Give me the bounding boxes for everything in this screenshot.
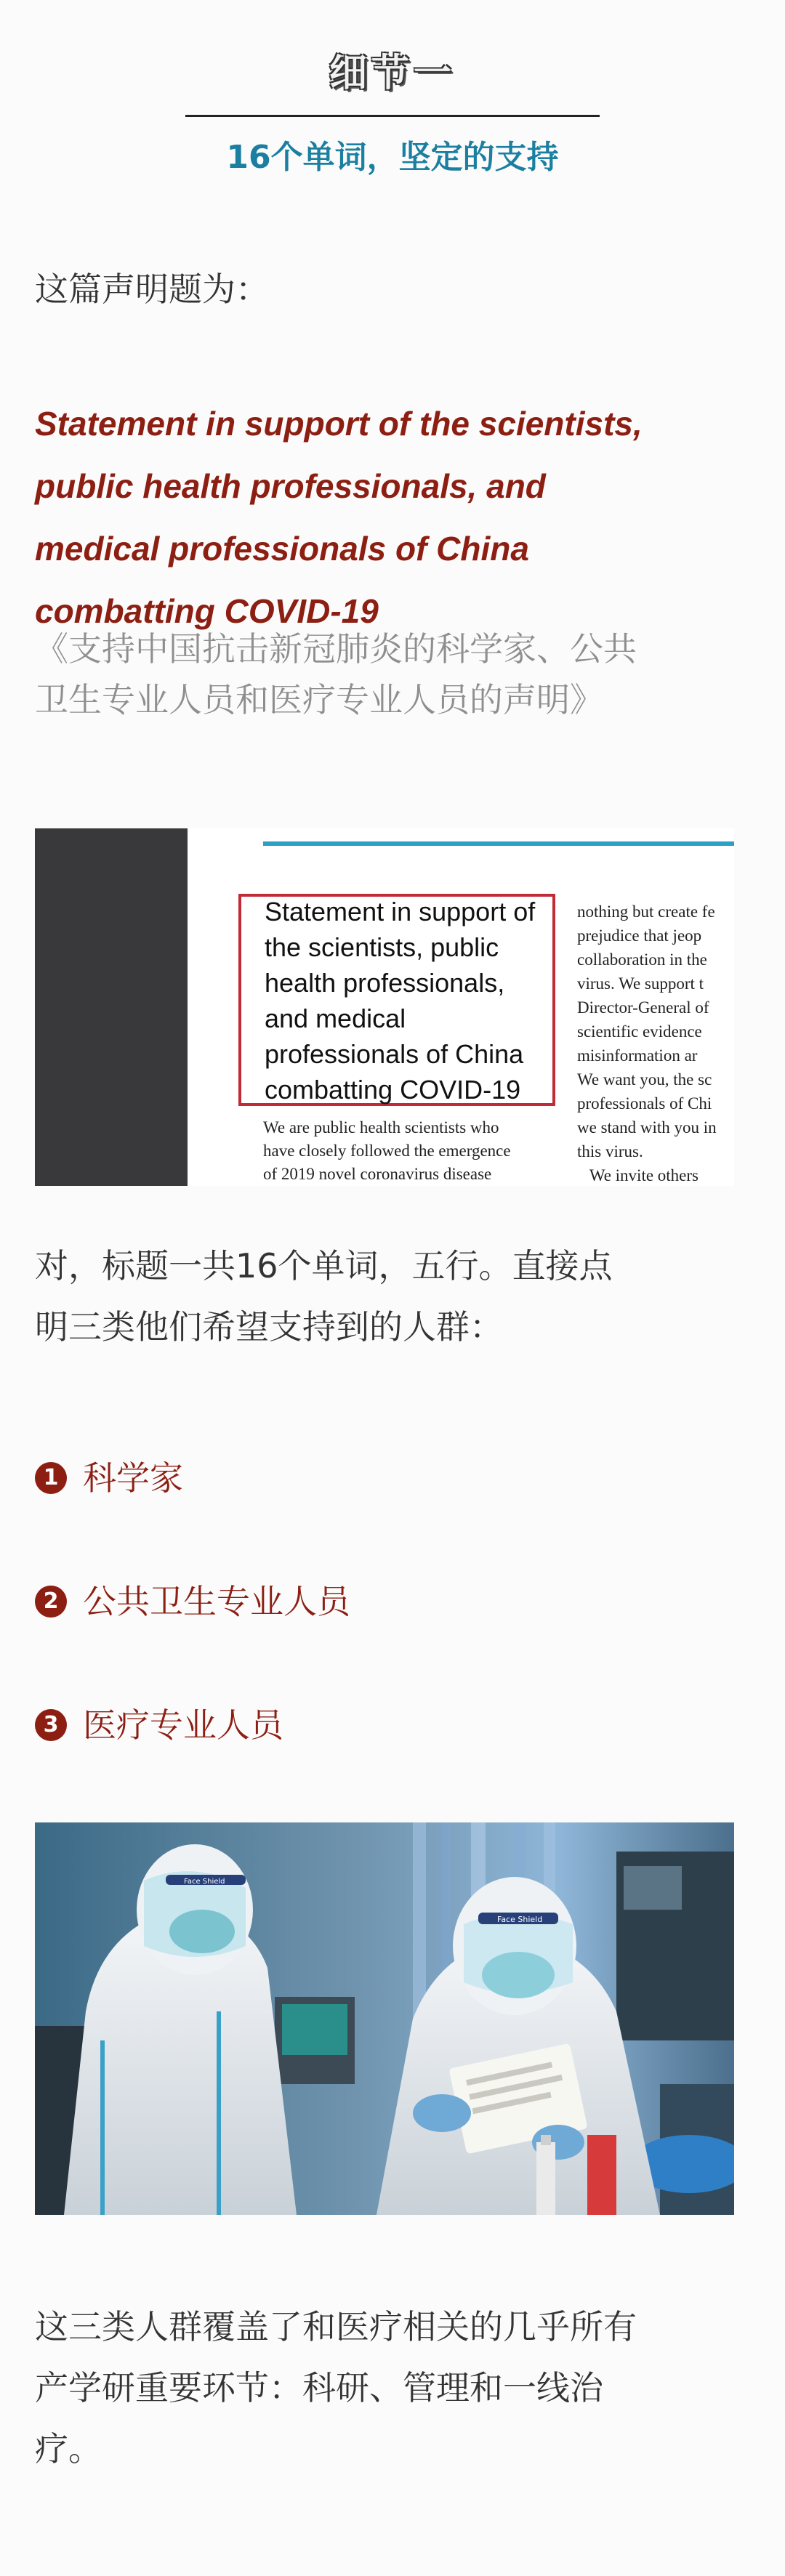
article-column-line: nothing but create fe — [577, 903, 715, 921]
english-title-line: Statement in support of the scientists, — [35, 405, 643, 443]
section-subtitle: 16个单词，坚定的支持 — [226, 139, 559, 176]
closing-paragraph — [35, 2296, 747, 2479]
article-column-line: virus. We support t — [577, 974, 704, 993]
article-screenshot-image — [35, 828, 734, 1186]
boxed-title-line: the scientists, public — [265, 932, 499, 962]
dark-sidebar-block — [35, 828, 188, 1186]
paragraph-line: 产学研重要环节：科研、管理和一线治 — [35, 2368, 603, 2407]
medical-workers-photo — [35, 1822, 734, 2215]
article-intro-text — [263, 1116, 554, 1186]
article-right-column — [577, 900, 734, 1184]
boxed-title-line: combatting COVID-19 — [265, 1075, 521, 1105]
article-column-line: We want you, the sc — [577, 1070, 712, 1089]
section-title: 细节一 — [329, 52, 456, 95]
group-label: 公共卫生专业人员 — [83, 1582, 350, 1621]
number-badge-icon: 1 — [35, 1462, 67, 1494]
article-column-line: prejudice that jeop — [577, 926, 702, 945]
english-statement-title — [35, 392, 754, 642]
article-intro-line: of 2019 novel coronavirus disease — [263, 1165, 492, 1183]
article-column-line: we stand with you in — [577, 1118, 717, 1136]
article-column-line: scientific evidence — [577, 1022, 702, 1041]
number-badge-icon: 3 — [35, 1709, 67, 1741]
english-title-line: combatting COVID-19 — [35, 592, 379, 630]
article-column-line: misinformation ar — [577, 1046, 698, 1065]
article-column-line: We invite others — [577, 1166, 699, 1184]
boxed-title-line: and medical — [265, 1004, 406, 1033]
boxed-title-line: health professionals, — [265, 968, 505, 998]
intro-paragraph: 这篇声明题为： — [35, 270, 269, 309]
shield-label: Face Shield — [497, 1915, 543, 1924]
article-column-line: Director-General of — [577, 998, 709, 1017]
group-label: 医疗专业人员 — [83, 1705, 283, 1745]
boxed-title-line: Statement in support of — [265, 897, 536, 926]
group-label: 科学家 — [83, 1458, 183, 1498]
paragraph-line: 对，标题一共16个单词，五行。直接点 — [35, 1246, 613, 1285]
article-column-line: collaboration in the — [577, 950, 707, 969]
english-title-line: medical professionals of China — [35, 530, 529, 568]
paragraph-line: 明三类他们希望支持到的人群： — [35, 1307, 503, 1346]
chinese-statement-title — [35, 623, 762, 725]
shield-label: Face Shield — [184, 1878, 225, 1886]
chinese-title-line: 《支持中国抗击新冠肺炎的科学家、公共 — [35, 629, 637, 669]
boxed-article-title — [265, 894, 570, 1107]
paragraph-line: 疗。 — [35, 2429, 102, 2468]
paragraph-line: 这三类人群覆盖了和医疗相关的几乎所有 — [35, 2307, 637, 2346]
number-badge-icon: 2 — [35, 1586, 67, 1618]
article-intro-line: We are public health scientists who — [263, 1118, 499, 1136]
article-column-line: professionals of Chi — [577, 1094, 712, 1113]
summary-paragraph — [35, 1235, 747, 1357]
article-column-line: this virus. — [577, 1142, 643, 1160]
chinese-title-line: 卫生专业人员和医疗专业人员的声明》 — [35, 680, 603, 719]
article-header-rule — [263, 841, 734, 846]
boxed-title-line: professionals of China — [265, 1039, 524, 1069]
section-divider — [185, 115, 600, 117]
article-intro-line: have closely followed the emergence — [263, 1142, 511, 1160]
english-title-line: public health professionals, and — [35, 467, 546, 505]
